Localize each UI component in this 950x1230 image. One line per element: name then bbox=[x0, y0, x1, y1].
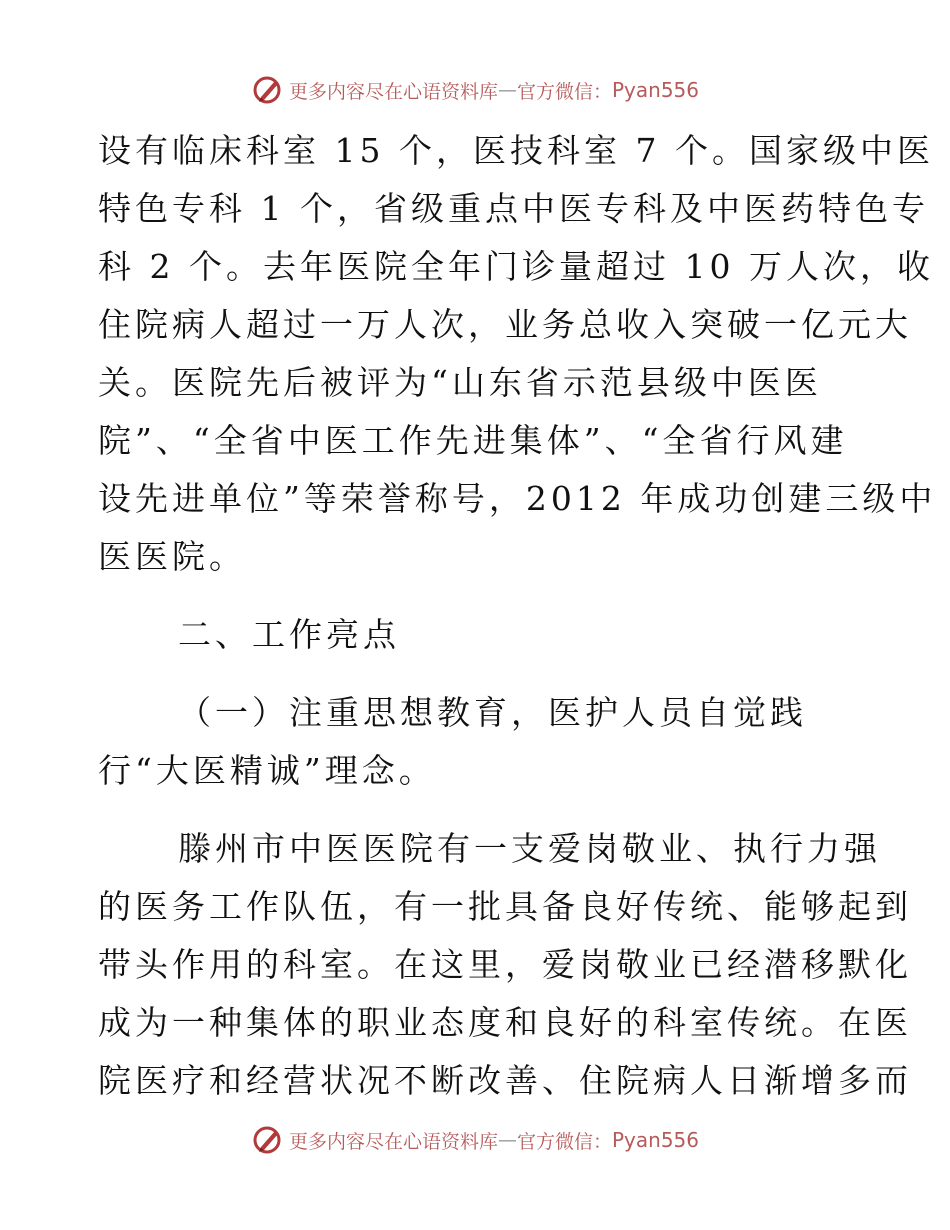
paragraph-line: 院医疗和经营状况不断改善、住院病人日渐增多而 bbox=[98, 1061, 912, 1100]
paragraph-line: 成为一种集体的职业态度和良好的科室传统。在医 bbox=[98, 1003, 912, 1042]
text-line: 院”、“全省中医工作先进集体”、“全省行风建 bbox=[98, 421, 848, 460]
banner-separator: — bbox=[497, 79, 517, 101]
text-line: 特色专科 1 个，省级重点中医专科及中医药特色专 bbox=[98, 189, 929, 228]
text-line: 医医院。 bbox=[98, 537, 246, 576]
brush-logo-icon bbox=[251, 73, 285, 107]
footer-watermark bbox=[0, 1120, 950, 1160]
brush-logo-icon bbox=[251, 1123, 285, 1157]
banner-separator: — bbox=[497, 1129, 517, 1151]
text-line: 住院病人超过一万人次，业务总收入突破一亿元大 bbox=[98, 305, 912, 344]
paragraph-line: 滕州市中医医院有一支爱岗敬业、执行力强 bbox=[178, 829, 881, 868]
subsection-heading: （一）注重思想教育，医护人员自觉践 bbox=[178, 693, 807, 732]
text-line: 设有临床科室 15 个，医技科室 7 个。国家级中医 bbox=[98, 131, 934, 170]
banner-id: Pyan556 bbox=[612, 78, 700, 102]
banner-tail: 官方微信： bbox=[516, 80, 612, 103]
banner-tail: 官方微信： bbox=[516, 1130, 612, 1153]
banner-text: 更多内容尽在心语资料库 bbox=[288, 1130, 498, 1153]
text-line: 科 2 个。去年医院全年门诊量超过 10 万人次，收 bbox=[98, 247, 934, 286]
text-line: 关。医院先后被评为“山东省示范县级中医医 bbox=[98, 363, 822, 402]
banner-id: Pyan556 bbox=[612, 1128, 700, 1152]
header-watermark bbox=[0, 70, 950, 110]
subsection-heading-cont: 行“大医精诚”理念。 bbox=[98, 751, 436, 790]
document-body bbox=[98, 122, 937, 1110]
section-heading: 二、工作亮点 bbox=[178, 615, 400, 654]
text-line: 设先进单位”等荣誉称号，2012 年成功创建三级中 bbox=[98, 479, 937, 518]
paragraph-line: 的医务工作队伍，有一批具备良好传统、能够起到 bbox=[98, 887, 912, 926]
paragraph-line: 带头作用的科室。在这里，爱岗敬业已经潜移默化 bbox=[98, 945, 912, 984]
banner-text: 更多内容尽在心语资料库 bbox=[288, 80, 498, 103]
